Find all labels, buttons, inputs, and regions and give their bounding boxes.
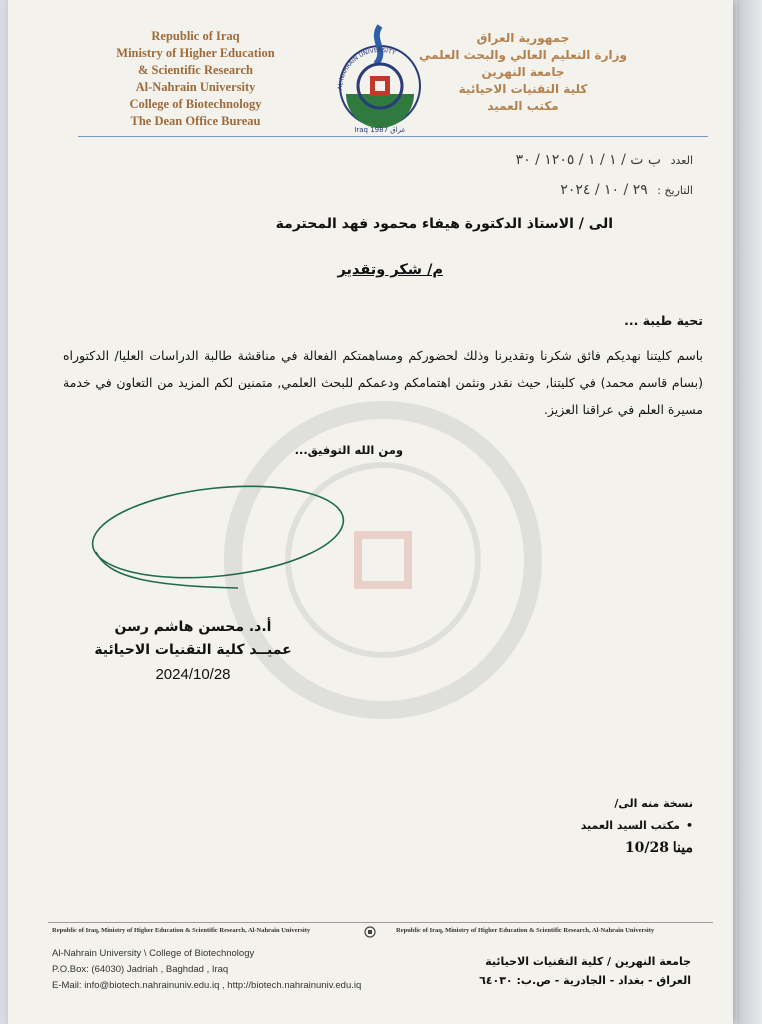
- date-label: التاريخ :: [657, 184, 693, 197]
- reference-number: [516, 152, 693, 168]
- signature-icon: [88, 482, 353, 594]
- greeting-line: تحية طيبة ...: [624, 313, 703, 328]
- signature-date: 2024/10/28: [155, 666, 231, 683]
- signatory-name: أ.د. محسن هاشم رسن: [114, 619, 272, 635]
- ref-label: العدد: [670, 154, 693, 167]
- footer-divider: [48, 922, 713, 923]
- header-ar-line: مكتب العميد: [487, 99, 559, 113]
- header-en-line: The Dean Office Bureau: [130, 114, 261, 128]
- footer-ar-line: العراق - بغداد - الجادرية - ص.ب: ٦٤٠٣٠: [479, 974, 691, 987]
- letter-page: [8, 0, 733, 1024]
- logo-text-top: AL-NAHRAIN UNIVERSITY: [336, 46, 397, 91]
- header-en-line: Ministry of Higher Education: [116, 46, 275, 60]
- subject-line: م/ شكر وتقدير: [337, 262, 443, 278]
- footer-arabic-address: [479, 952, 691, 990]
- letter-date: [560, 182, 693, 198]
- header-ar-line: جامعة النهرين: [481, 65, 565, 79]
- signature-block: [68, 615, 318, 689]
- footer-english-address: [52, 946, 361, 994]
- date-value: ٢٩ / ١٠ / ٢٠٢٤: [560, 182, 648, 198]
- header-arabic: [413, 30, 633, 115]
- header-ar-line: وزارة التعليم العالي والبحث العلمي: [418, 48, 628, 62]
- letter-body: باسم كليتنا نهديكم فائق شكرنا وتقديرنا وذلك لحضوركم ومساهمتكم الفعالة في مناقشة طالبة الدراسات العليا/ الدكتوراه (بسام قاسم محمد) في كليتنا, حيث نقدر ونثمن اهتمامكم ودعمكم للبحث العلمي, متمنين لكم المزيد من التعاون في خدمة مسيرة العلم في عراقنا العزيز.: [63, 348, 703, 417]
- header-en-line: College of Biotechnology: [129, 97, 262, 111]
- background-edge: [737, 0, 762, 1024]
- logo-text-bottom: Iraq 1987 عراق: [354, 126, 406, 134]
- header-ar-line: كلية التقنيات الاحيائية: [458, 82, 588, 96]
- header-en-line: Republic of Iraq: [151, 29, 240, 43]
- signatory-title: عميــد كلية التقنيات الاحيائية: [94, 642, 292, 658]
- copy-note: [581, 837, 693, 860]
- recipient-line: الى / الاستاذ الدكتورة هيفاء محمود فهد المحترمة: [275, 216, 613, 232]
- copy-note-date: 10/28: [624, 840, 669, 856]
- header-english: [68, 28, 323, 130]
- copy-label: نسخة منه الى/: [614, 797, 693, 810]
- footer-en-line: Al-Nahrain University \ College of Biotechnology: [52, 948, 255, 959]
- closing-line: ومن الله التوفيق...: [294, 443, 403, 457]
- header-en-line: Al-Nahrain University: [135, 80, 256, 94]
- footer-en-line: P.O.Box: (64030) Jadriah , Baghdad , Iraq: [52, 964, 229, 975]
- copy-item: • مكتب السيد العميد: [581, 815, 693, 837]
- footer-tagline-right: Republic of Iraq, Ministry of Higher Education & Scientific Research, Al-Nahrain University: [396, 927, 655, 934]
- header-divider: [78, 136, 708, 137]
- footer-ar-line: جامعة النهرين / كلية التقنيات الاحيائية: [485, 955, 691, 968]
- footer-emblem-icon: [363, 926, 377, 938]
- copy-note-name: مينا: [672, 840, 693, 856]
- footer-tagline-left: Republic of Iraq, Ministry of Higher Education & Scientific Research, Al-Nahrain University: [52, 927, 311, 934]
- footer-en-line: E-Mail: info@biotech.nahrainuniv.edu.iq , http://biotech.nahrainuniv.edu.iq: [52, 980, 362, 991]
- header-en-line: & Scientific Research: [137, 63, 253, 77]
- ref-value: ب ت / ١ / ١ / ١٢٠٥ / ٣٠: [515, 152, 662, 168]
- copy-to-block: [581, 793, 693, 860]
- header-ar-line: جمهورية العراق: [476, 31, 570, 45]
